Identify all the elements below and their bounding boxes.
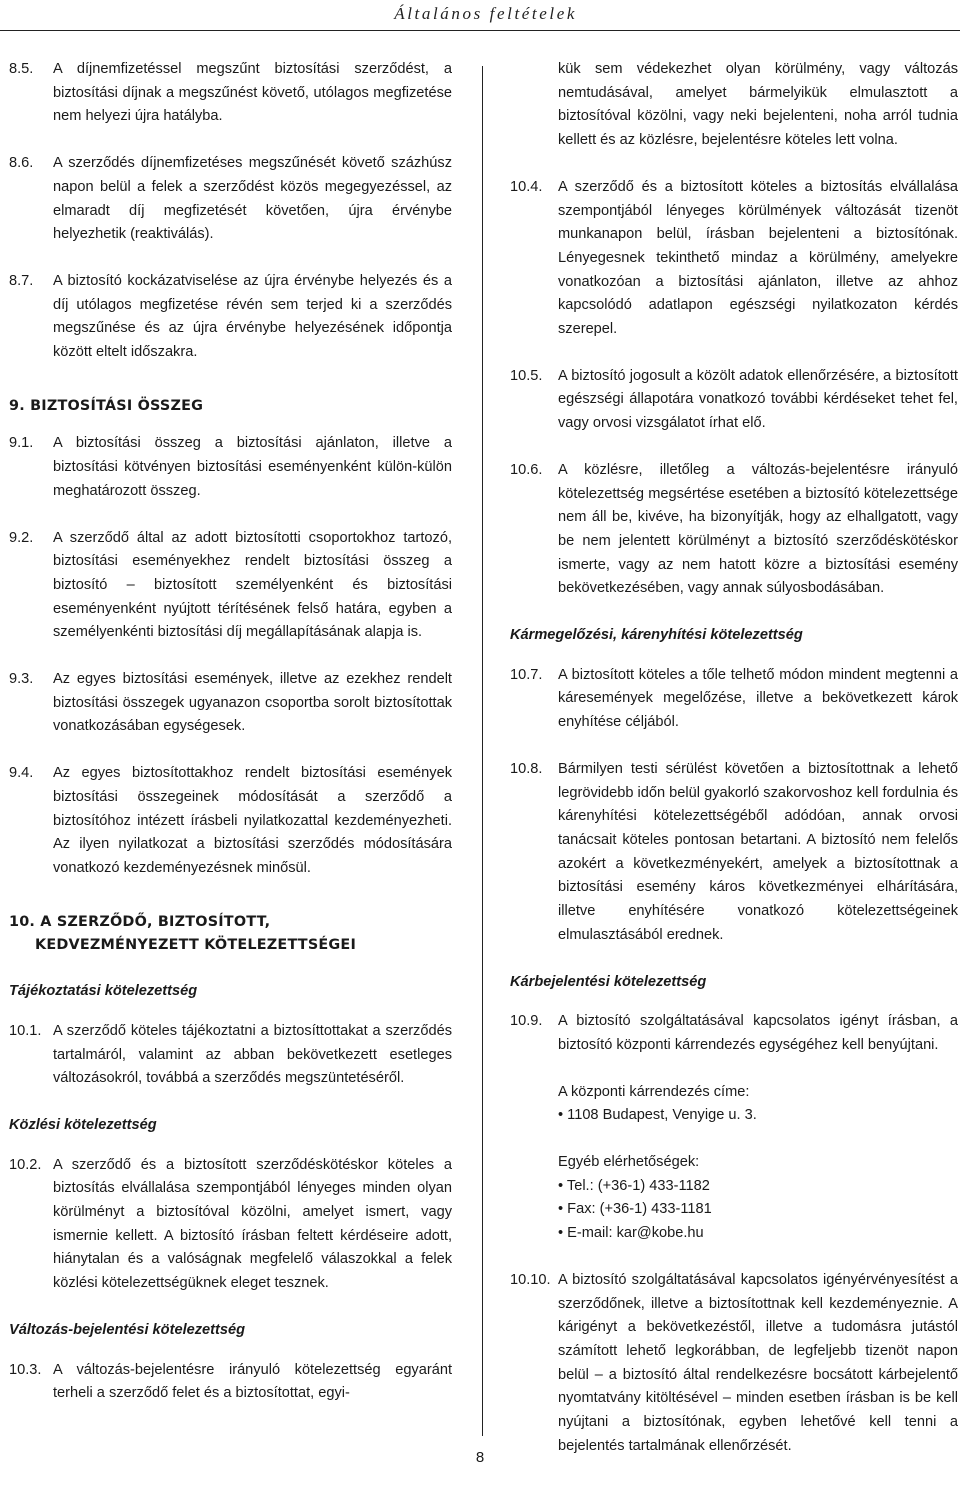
address-block [558, 1081, 958, 1128]
column-divider [482, 66, 483, 1436]
subheading-karmegelozesi: Kármegelőzési, kárenyhítési kötelezettség [510, 627, 803, 644]
paragraph-number: 9.1. [9, 435, 34, 452]
paragraph-text: Bármilyen testi sérülést követően a biztosítottnak a lehető legrövidebb időn belül gyakorló szakorvoshoz kell fordulnia és kárenyhítési kötelezettségéből adódóan, annak orvosi tanácsait köteles pontosan betartani. A biztosító nem felelős azokért a következményekért, amelyek a biztosítottnak a biztosítási esemény káros következményei elhárítására, illetve enyhítésére vonatkozó kötelezettségeinek elmulasztásából erednek. [558, 760, 958, 943]
paragraph-10-10 [510, 1269, 958, 1459]
section-heading-10-line1: 10. A SZERZŐDŐ, BIZTOSÍTOTT, [9, 913, 271, 930]
subheading-tajekoztatasi: Tájékoztatási kötelezettség [9, 983, 198, 1000]
paragraph-text: kük sem védekezhet olyan körülmény, vagy változás nemtudásával, amelyet bármelyikük elmulasztott a biztosítóval közölni, vagy neki bejelenteni, noha arról tudnia kellett és az közlésre, bejelentésre köteles lett volna. [558, 61, 958, 149]
paragraph-9-2 [9, 527, 452, 646]
section-heading-10-line2: KEDVEZMÉNYEZETT KÖTELEZETTSÉGEI [35, 937, 357, 954]
paragraph-10-3-continued [510, 58, 958, 153]
paragraph-10-9 [510, 1010, 958, 1057]
paragraph-text: A biztosító kockázatviselése az újra érvénybe helyezés és a díj utólagos megfizetése révén sem terjed ki a szerződés megszűnése és az újra érvénybe helyezésének időpontja között eltelt időszakra. [53, 272, 452, 361]
paragraph-9-3 [9, 668, 452, 739]
paragraph-text: A szerződő köteles tájékoztatni a biztosíttottakat a szerződés tartalmáról, valamint az abban bekövetkezett esetleges változásokról, továbbá a szerződés megszüntetéséről. [53, 1022, 452, 1087]
left-column [9, 58, 452, 1429]
section-heading-9: 9. BIZTOSÍTÁSI ÖSSZEG [9, 397, 204, 414]
subheading-valtozas: Változás-bejelentési kötelezettség [9, 1321, 246, 1338]
paragraph-text: A szerződő által az adott biztosítotti csoportokhoz tartozó, biztosítási eseményekhez rendelt biztosítási összeg a biztosító – biztosított személyenként és biztosítási eseményenként nyújtott térítésének felső határa, egyben a személyenkénti biztosítási díj megállapításának alapja is. [53, 529, 452, 641]
right-column [510, 58, 958, 1481]
paragraph-text: A biztosítási összeg a biztosítási ajánlaton, illetve a biztosítási kötvényen biztosítási eseményenként külön-külön meghatározott összeg. [53, 435, 452, 499]
address-item: • 1108 Budapest, Venyige u. 3. [558, 1104, 958, 1128]
paragraph-text: A változás-bejelentésre irányuló kötelezettség egyaránt terheli a szerződő felet és a biztosítottat, egyi- [53, 1361, 452, 1402]
address-title: A központi kárrendezés címe: [558, 1083, 750, 1100]
paragraph-text: A biztosító szolgáltatásával kapcsolatos igényt írásban, a biztosító központi kárrendezés egységéhez kell benyújtani. [558, 1013, 958, 1053]
contacts-title: Egyéb elérhetőségek: [558, 1154, 700, 1171]
paragraph-8-7 [9, 270, 452, 365]
paragraph-text: A biztosító szolgáltatásával kapcsolatos igényérvényesítést a szerződőnek, illetve a biztosítottnak kell kezdeményeznie. A kárigényt a bekövetkezéstől, illetve a tudomásra jutástól számított lehető legkorábban, de legfeljebb tizenöt napon belül – a biztosító által rendelkezésre bocsátott kárbejelentő nyomtatvány kitöltésével – minden esetben írásban is be kell nyújtani a biztosítónak, egyben lehetővé kell tenni a bejelentés tartalmának ellenőrzését. [558, 1271, 958, 1454]
contacts-block [558, 1151, 958, 1246]
paragraph-number: 10.8. [510, 760, 543, 777]
paragraph-10-2 [9, 1154, 452, 1296]
paragraph-8-5 [9, 58, 452, 129]
paragraph-number: 9.2. [9, 529, 34, 546]
paragraph-number: 8.7. [9, 272, 34, 289]
paragraph-number: 10.1. [9, 1022, 42, 1039]
paragraph-text: A díjnemfizetéssel megszűnt biztosítási szerződést, a biztosítási díjnak a megszűnést követő, utólagos megfizetése nem helyezi újra hatályba. [53, 61, 452, 125]
header-title: Általános feltételek [394, 4, 577, 23]
paragraph-10-6 [510, 459, 958, 601]
paragraph-number: 9.4. [9, 765, 34, 782]
paragraph-number: 8.6. [9, 155, 34, 172]
paragraph-10-8 [510, 758, 958, 948]
paragraph-10-7 [510, 664, 958, 735]
paragraph-text: A biztosított köteles a tőle telhető módon mindent megtenni a káresemények megelőzése, illetve a bekövetkezett károk enyhítése céljából. [558, 666, 958, 731]
contact-email: • E-mail: kar@kobe.hu [558, 1222, 958, 1246]
contact-fax: • Fax: (+36-1) 433-1181 [558, 1198, 958, 1222]
paragraph-10-3 [9, 1359, 452, 1406]
subheading-kozlesi: Közlési kötelezettség [9, 1116, 157, 1133]
page-number: 8 [475, 1449, 485, 1466]
section-heading-10 [9, 911, 452, 958]
paragraph-number: 10.3. [9, 1361, 42, 1378]
paragraph-number: 8.5. [9, 61, 34, 77]
subheading-karbejelentesi: Kárbejelentési kötelezettség [510, 973, 707, 990]
paragraph-text: A szerződő és a biztosított szerződéskötéskor köteles a biztosítás elvállalása szempontjából lényeges minden olyan körülményt a biztosítóval közölni, amelyet ismert, vagy ismernie kellett. A biztosító írásban feltett kérdéseire adott, hiánytalan és a valóságnak megfelelő válaszokkal a felek közlési kötelezettségüknek eleget tesznek. [53, 1156, 452, 1292]
paragraph-text: A szerződő és a biztosított köteles a biztosítás elvállalása szempontjából lényeges körülmények változását tizenöt munkanapon belül, írásban bejelenteni a biztosítónak. Lényegesnek tekinthető mindaz a körülmény, amelyekre vonatkozóan a biztosítási ajánlaton, illetve az ahhoz kapcsolódó adatlapon egészségi nyilatkozaton kérdés szerepel. [558, 178, 958, 338]
paragraph-number-spacer [510, 58, 558, 153]
paragraph-number: 10.7. [510, 666, 543, 683]
paragraph-number: 10.6. [510, 461, 543, 478]
paragraph-text: A szerződés díjnemfizetéses megszűnését követő százhúsz napon belül a felek a szerződést közös megegyezéssel, az elmaradt díj megfizetését követően, újra érvénybe helyezhetik (reaktiválás). [53, 155, 452, 243]
page-header [0, 0, 960, 31]
paragraph-number: 10.4. [510, 178, 543, 195]
paragraph-text: A biztosító jogosult a közölt adatok ellenőrzésére, a biztosított egészségi állapotára vonatkozó további kérdéseket tehet fel, vagy orvosi vizsgálatot írhat elő. [558, 367, 958, 432]
paragraph-number: 10.2. [9, 1156, 42, 1173]
paragraph-number: 10.5. [510, 367, 543, 384]
paragraph-number: 9.3. [9, 671, 34, 688]
paragraph-9-1 [9, 432, 452, 503]
paragraph-8-6 [9, 152, 452, 247]
paragraph-10-5 [510, 365, 958, 436]
paragraph-text: Az egyes biztosítottakhoz rendelt biztosítási események biztosítási összegeinek módosítását a szerződő a biztosítóhoz intézett írásbeli nyilatkozattal kezdeményezheti. Az ilyen nyilatkozat a biztosítási szerződés módosítására vonatkozó kezdeményezésnek minősül. [53, 765, 452, 876]
paragraph-10-4 [510, 176, 958, 342]
paragraph-number: 10.9. [510, 1013, 543, 1030]
paragraph-text: Az egyes biztosítási események, illetve az ezekhez rendelt biztosítási összegek ugyanazon csoportba sorolt biztosítottak vonatkozásában egységesek. [53, 671, 452, 735]
paragraph-number: 10.10. [510, 1271, 551, 1288]
paragraph-9-4 [9, 762, 452, 881]
contact-phone: • Tel.: (+36-1) 433-1182 [558, 1175, 958, 1199]
paragraph-10-1 [9, 1020, 452, 1091]
paragraph-text: A közlésre, illetőleg a változás-bejelentésre irányuló kötelezettség megsértése esetében a biztosító kötelezettsége nem áll be, kivéve, ha bizonyítják, hogy az elhallgatott, vagy be nem jelentett körülményt a biztosító szerződéskötéskor ismerte, vagy az nem hatott közre a biztosítási esemény bekövetkezésében, vagy annak súlyosbodásában. [558, 461, 958, 597]
